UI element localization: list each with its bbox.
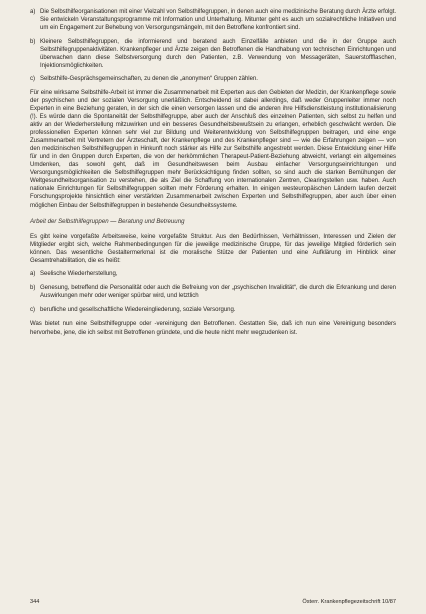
list-item-c	[30, 75, 396, 83]
list-top	[30, 8, 396, 83]
list-label: a)	[30, 9, 36, 15]
journal-citation: Österr. Krankenpflegezeitschrift 10/87	[302, 599, 396, 605]
list-text: Selbsthilfe-Gesprächsgemeinschaften, zu denen die „anonymen“ Gruppen zählen.	[40, 76, 258, 83]
closing-paragraph: Was bietet nun eine Selbsthilfegruppe oder -vereinigung den Betroffenen. Gestatten Sie, daß ich nun eine Vereinigung besonders hervorhebe, jene, die ich selbst mit Betroffenen gründete, und die heute nicht mehr wegzudenken ist.	[30, 321, 396, 336]
list-item-b	[30, 38, 396, 70]
list-text: Kleinere Selbsthilfegruppen, die informierend und beratend auch Einzelfälle anbieten und die in der Gruppe auch Selbsthilfegruppenaktivitäten. Krankenpfleger und Ärzte zeigen den Betroffenen die Handhabung von technischen Einrichtungen und überwachen dann diese Selbstversorgung durch den Patienten, z.B. Verwendung von Messageräten, Sauerstoffflaschen, Injektionsmöglichkeiten.	[40, 38, 396, 69]
list-item-a	[30, 270, 396, 278]
list-text: berufliche und gesellschaftliche Wiedereingliederung, soziale Versorgung.	[40, 307, 236, 314]
page-footer	[30, 598, 396, 606]
page-number: 344	[30, 599, 40, 605]
list-text: Seelische Wiederherstellung,	[40, 271, 118, 278]
list-label: c)	[30, 307, 35, 314]
body-paragraph: Für eine wirksame Selbsthilfe-Arbeit ist immer die Zusammenarbeit mit Experten aus den Gebieten der Medizin, der Krankenpflege sowie der psychischen und der sozialen Versorgung unerläßlich. Entscheidend ist dabei allerdings, daß weder Gruppenleiter immer noch Experten in eine Beziehung geraten, in der sich die einen versorgen lassen und die anderen ihre Hilfsdienstleistung institutionalisierung (!). Es würde dann die Spontaneität der Selbsthilfegruppe, aber auch der Anschluß des einzelnen Patienten, sich selbst zu helfen und aktiv an der Wiederherstellung mitzuwirken und ein besseres Gesundheitsbewußtsein zu erlangen, erheblich geschwächt werden. Die professionellen Experten können sehr viel zur Bildung und Weiterentwicklung von Selbsthilfegruppen beitragen, und eine enge Zusammenarbeit mit Vertretern der Ärzteschaft, der Krankenpflege und des Krankenpfleger sind — wie die Erfahrungen zeigen — von den medizinischen Selbsthilfegruppen in Hinkunft noch stärker als Hilfe zur Selbsthilfe angestrebt werden. Diese Entwicklung einer Hilfe für und in den Gruppen durch Experten, die von der herkömmlichen Therapeut-Patient-Beziehung abweicht, verlangt ein allgemeines Umdenken, das sowohl geht, daß im Gesundheitswesen beim Ausbau einfacher Versorgungseinrichtungen und Versorgungsmöglichkeiten die Selbsthilfegruppen mehr Berücksichtigung finden sollten, so sind auch die starken Bemühungen der Weltgesundheitsorganisation zu verstehen, die als Ziel die Schaffung von internationalen Zentren, Clearingstellen usw. haben. Auch nationale Einrichtungen für Selbsthilfegruppen sollten mehr Förderung erhalten. In einigen westeuropäischen Ländern laufen derzeit Forschungsprojekte hinsichtlich einer verstärkten Zusammenarbeit zwischen Experten und Selbsthilfegruppen, aber auch über einen möglichen Einbau der Selbsthilfegruppen in bestehende Gesundheitssysteme.	[30, 89, 396, 209]
list-bottom	[30, 270, 396, 314]
list-item-c	[30, 306, 396, 314]
list-item-a	[30, 8, 396, 32]
list-label: b)	[30, 38, 36, 45]
list-label: c)	[30, 76, 35, 83]
section-subheading: Arbeit der Selbsthilfegruppen — Beratung und Betreuung	[30, 217, 185, 225]
list-text: Die Selbsthilfeorganisationen mit einer Vielzahl von Selbsthilfegruppen, in denen auch eine medizinische Beratung durch Ärzte erfolgt. Sie entwickeln Veranstaltungsprogramme mit Information und Unterhaltung. Mitunter geht es auch um sozialrechtliche Initiativen und um ein Engagement zur Behebung von Versorgungsmängeln, mit den Betroffene konfrontiert sind.	[40, 9, 396, 32]
intro-paragraph: Es gibt keine vorgefaßte Arbeitsweise, keine vorgefaßte Struktur. Aus den Bedürfnissen, Verhältnissen, Interessen und Zielen der Mitglieder ergibt sich, welche Rahmenbedingungen für die jeweilige medizinische Gruppe, für das jeweilige Mitglied förderlich sein können. Das wesentliche Gestaltermerkmal ist die moralische Stütze der Patienten und eine Aufklärung im Hinblick einer Gesamtrehabilitation, die es heißt:	[30, 233, 396, 264]
list-item-b	[30, 284, 396, 300]
list-text: Genesung, betreffend die Personalität oder auch die Befreiung von der „psychischen Invalidität“, die durch die Erkrankung und deren Auswirkungen mehr oder weniger spürbar wird, und letztlich	[40, 285, 396, 300]
list-label: a)	[30, 271, 36, 278]
list-label: b)	[30, 285, 36, 292]
